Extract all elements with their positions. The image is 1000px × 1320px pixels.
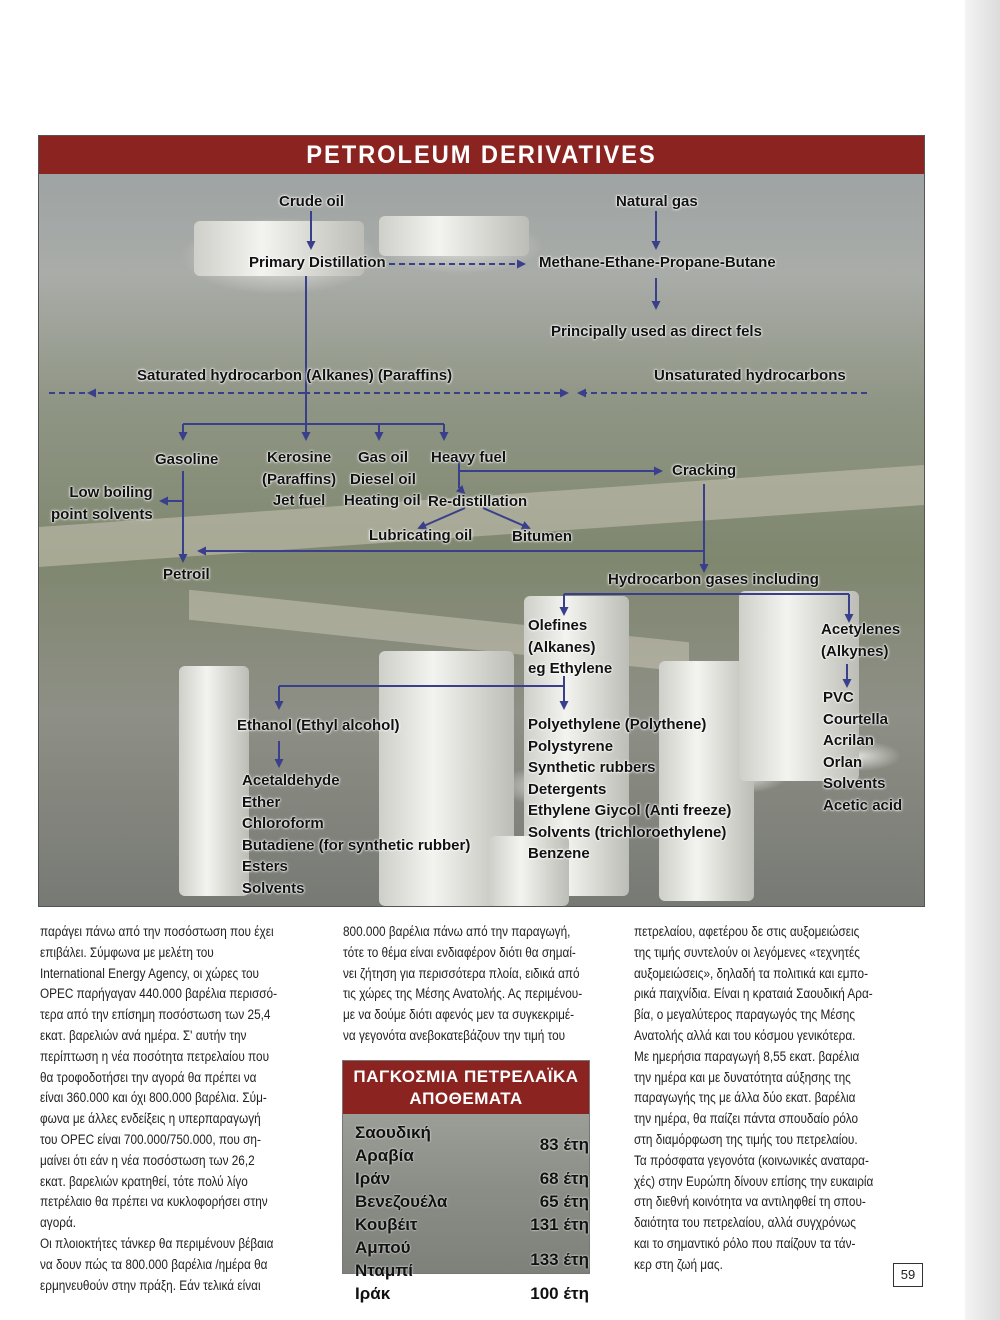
country-cell: Ιράν <box>355 1169 391 1188</box>
olefines-line: eg Ethylene <box>528 660 613 677</box>
node-petroil: Petroil <box>163 566 210 583</box>
text-line: του OPEC είναι 700.000/750.000, που ση- <box>40 1131 261 1147</box>
text-line: στη διεθνή κοινότητα να αντιληφθεί τη σπου- <box>634 1194 866 1210</box>
node-cracking: Cracking <box>672 462 737 479</box>
text-line: αυξομειώσεις», δηλαδή τα πολιτικά και εμπο- <box>634 965 869 981</box>
node-acetylenes <box>821 619 900 662</box>
text-line: μαίνει ότι εάν η νέα ποσόστωση των 26,2 <box>40 1152 255 1168</box>
text-line: της τιμής συντελούν οι λεγόμενες «τεχνητές <box>634 944 860 960</box>
node-ethanol: Ethanol (Ethyl alcohol) <box>237 717 400 734</box>
text-line: την ημέρα, θα παίζει πάντα σπουδαίο ρόλο <box>634 1111 859 1127</box>
reserves-title <box>343 1061 589 1114</box>
reserves-title-line: ΠΑΓΚΟΣΜΙΑ ΠΕΤΡΕΛΑΪΚΑ <box>353 1067 579 1086</box>
ethylene-product: Polyethylene (Polythene) <box>528 716 707 733</box>
text-line: παράγει πάνω από την ποσόστωση που έχει <box>40 924 274 939</box>
text-line: επιβάλει. Σύμφωνα με μελέτη του <box>40 944 214 960</box>
node-ethylene-products <box>528 714 731 865</box>
acetylenes-line: Acetylenes <box>821 621 901 638</box>
text-column-1 <box>40 922 277 1296</box>
text-line: δαιότητα του πετρελαίου, αλλά συγχρόνως <box>634 1215 856 1231</box>
oil-reserves-box <box>342 1060 590 1303</box>
text-line: OPEC παρήγαγαν 440.000 βαρέλια περισσό- <box>40 986 278 1002</box>
table-row <box>355 1167 589 1190</box>
text-line: θα τροφοδοτήσει την αγορά θα πρέπει να <box>40 1069 257 1085</box>
text-line: εκατ. βαρελιών κρατηθεί, τότε πολύ λίγο <box>40 1173 248 1189</box>
node-hydrocarbon-gases: Hydrocarbon gases including <box>608 571 819 588</box>
gas-oil-line: Heating oil <box>344 492 421 509</box>
node-re-distillation: Re-distillation <box>428 493 528 510</box>
text-line: νει ζήτηση για περισσότερα πλοία, ειδικά από <box>343 965 580 981</box>
node-olefines <box>528 615 612 680</box>
node-crude-oil: Crude oil <box>279 193 345 210</box>
node-heavy-fuel: Heavy fuel <box>431 449 507 466</box>
text-line: είναι 360.000 και όχι 800.000 βαρέλια. Σύμ- <box>40 1090 267 1106</box>
text-line: Με ημερήσια παραγωγή 8,55 εκατ. βαρέλια <box>634 1048 860 1064</box>
years-cell: 65 έτη <box>539 1192 589 1211</box>
text-line: να δουν πώς τα 800.000 βαρέλια /ημέρα θα <box>40 1256 268 1272</box>
table-row <box>355 1121 589 1167</box>
kerosine-line: Kerosine <box>266 449 332 466</box>
years-cell: 131 έτη <box>530 1215 589 1234</box>
node-low-boiling <box>51 482 153 525</box>
text-line: και το σημαντικό ρόλο που παίζουν τα τάν- <box>634 1235 856 1251</box>
ethylene-product: Polystyrene <box>528 737 614 755</box>
node-acetylene-products <box>823 687 902 816</box>
acetylenes-line: (Alkynes) <box>821 642 889 660</box>
text-line: τερα από την επίσημη ποσόστωση των 25,4 <box>40 1007 271 1023</box>
ethanol-product: Butadiene (for synthetic rubber) <box>242 836 471 854</box>
ethylene-product: Detergents <box>528 780 607 798</box>
reserves-title-line: ΑΠΟΘΕΜΑΤΑ <box>409 1089 523 1108</box>
country-cell: Κουβέιτ <box>355 1215 418 1234</box>
node-gasoline: Gasoline <box>155 451 219 468</box>
years-cell: 133 έτη <box>530 1249 589 1269</box>
text-line: πετρέλαιο θα πρέπει να κυκλοφορήσει στην <box>40 1194 268 1210</box>
text-line: πετρελαίου, αφετέρου δε στις αυξομειώσεις <box>634 924 860 939</box>
reserves-table <box>355 1121 589 1305</box>
ethylene-product: Synthetic rubbers <box>528 759 656 776</box>
text-line: ερμηνευθούν στην πράξη. Εάν τελικά είναι <box>40 1277 261 1293</box>
text-line: περίπτωση η νέα ποσότητα πετρελαίου που <box>40 1048 270 1064</box>
ethanol-product: Ether <box>242 793 281 811</box>
table-row <box>355 1236 589 1282</box>
petroleum-derivatives-diagram <box>38 135 925 907</box>
ethylene-product: Solvents (trichloroethylene) <box>528 823 727 841</box>
acetylene-product: Acrilan <box>823 732 874 749</box>
ethanol-product: Chloroform <box>242 815 324 832</box>
table-row <box>355 1282 589 1305</box>
diagram-title: PETROLEUM DERIVATIVES <box>306 141 657 169</box>
text-line: τότε το θέμα είναι ενδιαφέρον διότι θα σημαί- <box>343 944 576 960</box>
text-line: βία, ο μεγαλύτερος παραγωγός της Μέσης <box>634 1007 856 1023</box>
ethanol-product: Solvents <box>242 879 305 897</box>
node-ethanol-products <box>242 770 470 899</box>
low-boiling-line: Low boiling <box>69 484 153 501</box>
text-line: φωνα με άλλες ενδείξεις η υπερπαραγωγή <box>40 1111 261 1127</box>
node-methane: Methane-Ethane-Propane-Butane <box>539 254 776 271</box>
acetylene-product: PVC <box>823 689 854 706</box>
ethanol-product: Esters <box>242 858 288 875</box>
acetylene-product: Acetic acid <box>823 796 903 814</box>
node-saturated: Saturated hydrocarbon (Alkanes) (Paraffins) <box>137 367 453 384</box>
text-line: τις χώρες της Μέσης Ανατολής. Ας περιμένου- <box>343 986 583 1002</box>
acetylene-product: Solvents <box>823 775 886 792</box>
olefines-line: (Alkanes) <box>528 638 596 656</box>
node-bitumen: Bitumen <box>512 528 572 545</box>
node-kerosine <box>262 447 336 512</box>
text-line: International Energy Agency, οι χώρες του <box>40 965 259 981</box>
text-column-2 <box>343 922 582 1047</box>
text-line: χές) στην Ευρώπη δίνουν επίσης την ευκαιρία <box>634 1173 874 1189</box>
country-cell: Ιράκ <box>355 1284 391 1303</box>
table-row <box>355 1190 589 1213</box>
page-number: 59 <box>893 1263 923 1287</box>
text-column-3 <box>634 922 873 1276</box>
years-cell: 100 έτη <box>530 1284 589 1303</box>
acetylene-product: Courtella <box>823 710 889 728</box>
text-line: Ανατολής αλλά και του κόσμου γενικότερα. <box>634 1027 856 1043</box>
text-line: στη διαμόρφωση της τιμής του πετρελαίου. <box>634 1131 858 1147</box>
years-cell: 68 έτη <box>539 1169 589 1188</box>
text-line: Οι πλοιοκτήτες τάνκερ θα περιμένουν βέβαια <box>40 1235 274 1251</box>
node-primary-distillation: Primary Distillation <box>249 254 386 271</box>
country-cell: Αμπού Νταμπί <box>355 1238 413 1280</box>
text-line: αγορά. <box>40 1215 77 1231</box>
text-line: Τα πρόσφατα γεγονότα (κοινωνικές αναταρα- <box>634 1152 869 1168</box>
node-gas-oil <box>344 447 421 512</box>
node-unsaturated: Unsaturated hydrocarbons <box>654 367 846 384</box>
text-line: ρικά παιχνίδια. Είναι η κραταιά Σαουδική Αρα- <box>634 986 873 1002</box>
flow-arrows <box>39 136 924 906</box>
node-direct-fuels: Principally used as direct fels <box>551 323 762 340</box>
ethanol-product: Acetaldehyde <box>242 772 340 789</box>
text-line: παραγωγής της με άλλα δύο εκατ. βαρέλια <box>634 1090 856 1106</box>
text-line: την ημέρα και με δυνατότητα αύξησης της <box>634 1069 851 1085</box>
olefines-line: Olefines <box>528 617 588 634</box>
gas-oil-line: Gas oil <box>358 449 409 466</box>
text-line: εκατ. βαρελιών ανά ημέρα. Σ' αυτήν την <box>40 1027 247 1043</box>
text-line: με να δούμε διότι αφενός μεν τα συγκεκριμέ- <box>343 1007 575 1023</box>
country-cell: Σαουδική Αραβία <box>355 1123 431 1165</box>
node-natural-gas: Natural gas <box>616 193 698 210</box>
text-line: 800.000 βαρέλια πάνω από την παραγωγή, <box>343 924 571 939</box>
acetylene-product: Orlan <box>823 753 863 771</box>
country-cell: Βενεζουέλα <box>355 1192 448 1211</box>
ethylene-product: Benzene <box>528 845 590 862</box>
text-line: να γεγονότα ανεβοκατεβάζουν την τιμή του <box>343 1027 566 1043</box>
table-row <box>355 1213 589 1236</box>
text-line: κερ στη ζωή μας. <box>634 1256 723 1272</box>
node-lubricating-oil: Lubricating oil <box>369 527 473 544</box>
years-cell: 83 έτη <box>539 1134 589 1154</box>
gas-oil-line: Diesel oil <box>350 470 416 488</box>
ethylene-product: Ethylene Giycol (Anti freeze) <box>528 802 732 819</box>
kerosine-line: Jet fuel <box>272 492 326 509</box>
low-boiling-line: point solvents <box>51 505 153 523</box>
kerosine-line: (Paraffins) <box>262 470 337 488</box>
page-edge <box>965 0 1000 1320</box>
